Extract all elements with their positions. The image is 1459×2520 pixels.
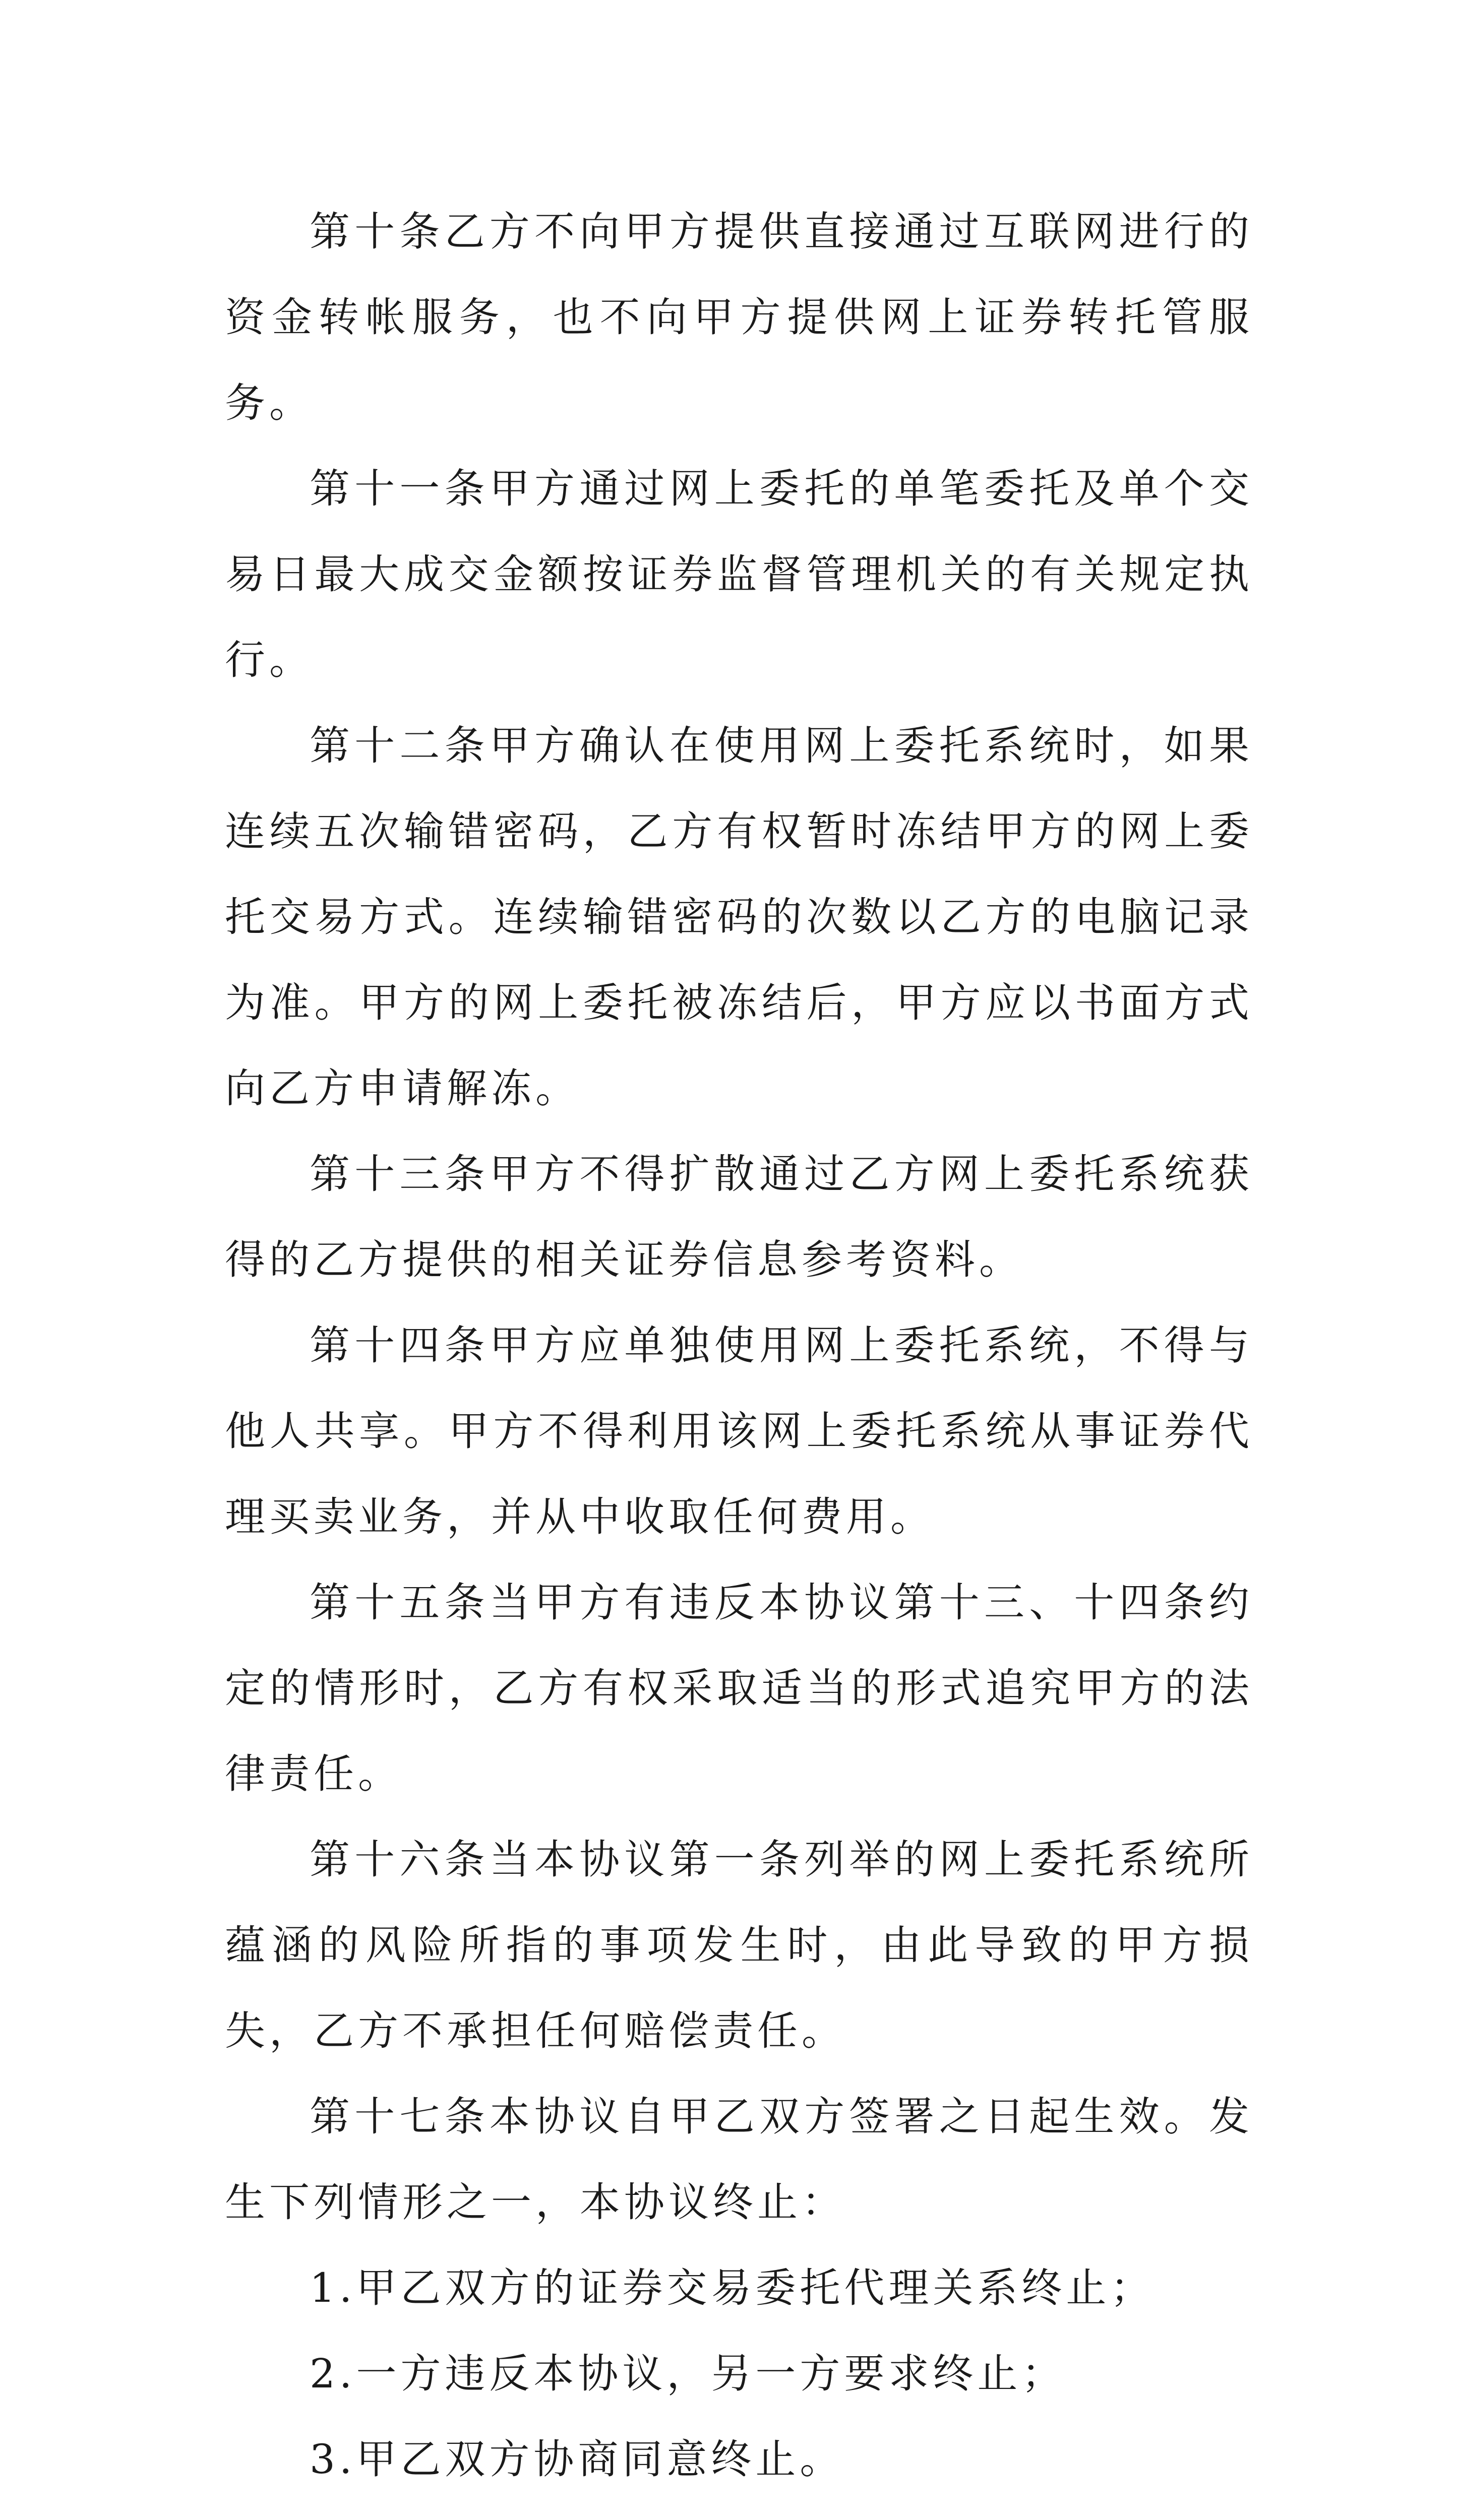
document-body [225,189,1253,2520]
clause-16: 第十六条当本协议第一条列举的网上委托系统所蕴涵的风险所指的事项发生时，由此导致的甲方损失，乙方不承担任何赔偿责任。 [225,1836,1253,2054]
clause-18 [225,2502,1253,2520]
clause-14: 第十四条甲方应单独使用网上委托系统，不得与他人共享。甲方不得利用该网上委托系统从事证券代理买卖业务，并从中收取任何费用。 [225,1322,1253,1540]
clause-11: 第十一条甲方通过网上委托的单笔委托及单个交易日最大成交金额按证券监督管理机关的有关规定执行。 [225,465,1253,683]
clause-15: 第十五条当甲方有违反本协议第十三、十四条约定的情形时，乙方有权采取适当的形式追究甲方的法律责任。 [225,1579,1253,1797]
list-item-2: 2.一方违反本协议，另一方要求终止； [310,2350,1066,2397]
list-item-3: 3.甲乙双方协商同意终止。 [310,2436,844,2483]
clause-12: 第十二条甲方确认在使用网上委托系统时，如果连续五次输错密码，乙方有权暂时冻结甲方的网上委托交易方式。连续输错密码的次数以乙方的电脑记录为准。甲方的网上委托被冻结后，甲方应以书面方式向乙方申请解冻。 [225,722,1253,1112]
clause-10: 第十条乙方不向甲方提供直接通过互联网进行的资金转帐服务，也不向甲方提供网上证券转托管服务。 [225,208,1253,426]
clause-17: 第十七条本协议自甲乙双方签署之日起生效。发生下列情形之一，本协议终止： [225,2093,1253,2226]
clause-13: 第十三条甲方不得扩散通过乙方网上委托系统获得的乙方提供的相关证券信息参考资料。 [225,1151,1253,1283]
list-item-1: 1.甲乙双方的证券交易委托代理关系终止； [310,2264,1155,2311]
